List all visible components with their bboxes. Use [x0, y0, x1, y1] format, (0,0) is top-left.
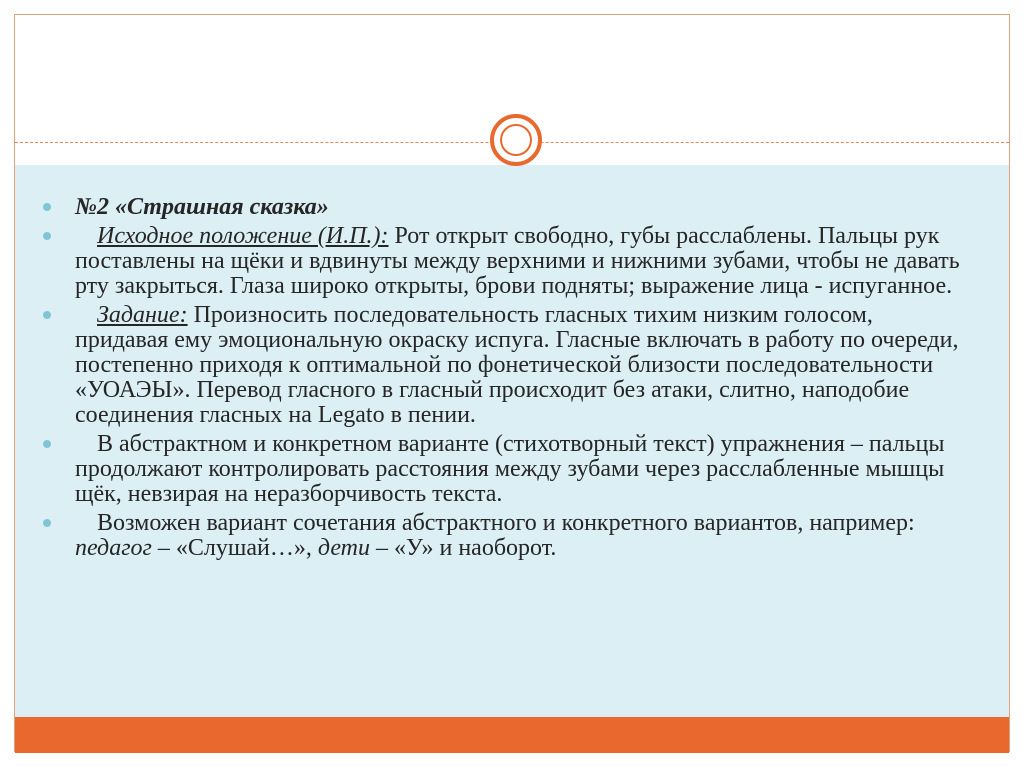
bottom-accent-bar: [15, 717, 1009, 753]
list-item: [43, 224, 963, 299]
bullet-icon: [43, 519, 51, 527]
variant-text: В абстрактном и конкретном варианте (стихотворный текст) упражнения – пальцы продолжают контролировать расстояния между зубами через расслабленные мышцы щёк, невзирая на неразборчивость текста.: [75, 431, 945, 507]
initial-position-label: Исходное положение (И.П.):: [97, 223, 389, 249]
initial-position-text: Рот открыт свободно, губы расслаблены. Пальцы рук поставлены на щёки и вдвинуты между верхними и нижними зубами, чтобы не давать рту закрыться. Глаза широко открыты, брови подняты; выражение лица - испуганное.: [75, 223, 960, 299]
slide: [14, 14, 1010, 752]
exercise-title: №2 «Страшная сказка»: [75, 194, 329, 220]
bullet-list: [43, 195, 963, 565]
children-word: дети: [317, 535, 370, 561]
slide-content: [15, 165, 1009, 717]
bullet-icon: [43, 203, 51, 211]
teacher-word: педагог: [75, 535, 152, 561]
list-item: [43, 195, 963, 220]
task-label: Задание:: [97, 302, 188, 328]
bullet-icon: [43, 311, 51, 319]
bullet-icon: [43, 440, 51, 448]
list-item: [43, 303, 963, 428]
combination-text-b: – «Слушай…»,: [151, 535, 318, 561]
combination-text-c: – «У» и наоборот.: [370, 535, 557, 561]
bullet-icon: [43, 232, 51, 240]
task-text: Произносить последовательность гласных тихим низким голосом, придавая ему эмоциональную окраску испуга. Гласные включать в работу по очереди, постепенно приходя к оптимальной по фонетической близости последовательности «УОАЭЫ». Перевод гласного в гласный происходит без атаки, слитно, наподобие соединения гласных на Legato в пении.: [75, 302, 959, 428]
list-item: [43, 432, 963, 507]
ring-ornament-icon: [490, 114, 542, 166]
combination-text-a: Возможен вариант сочетания абстрактного и конкретного вариантов, например:: [97, 510, 915, 536]
list-item: [43, 511, 963, 561]
